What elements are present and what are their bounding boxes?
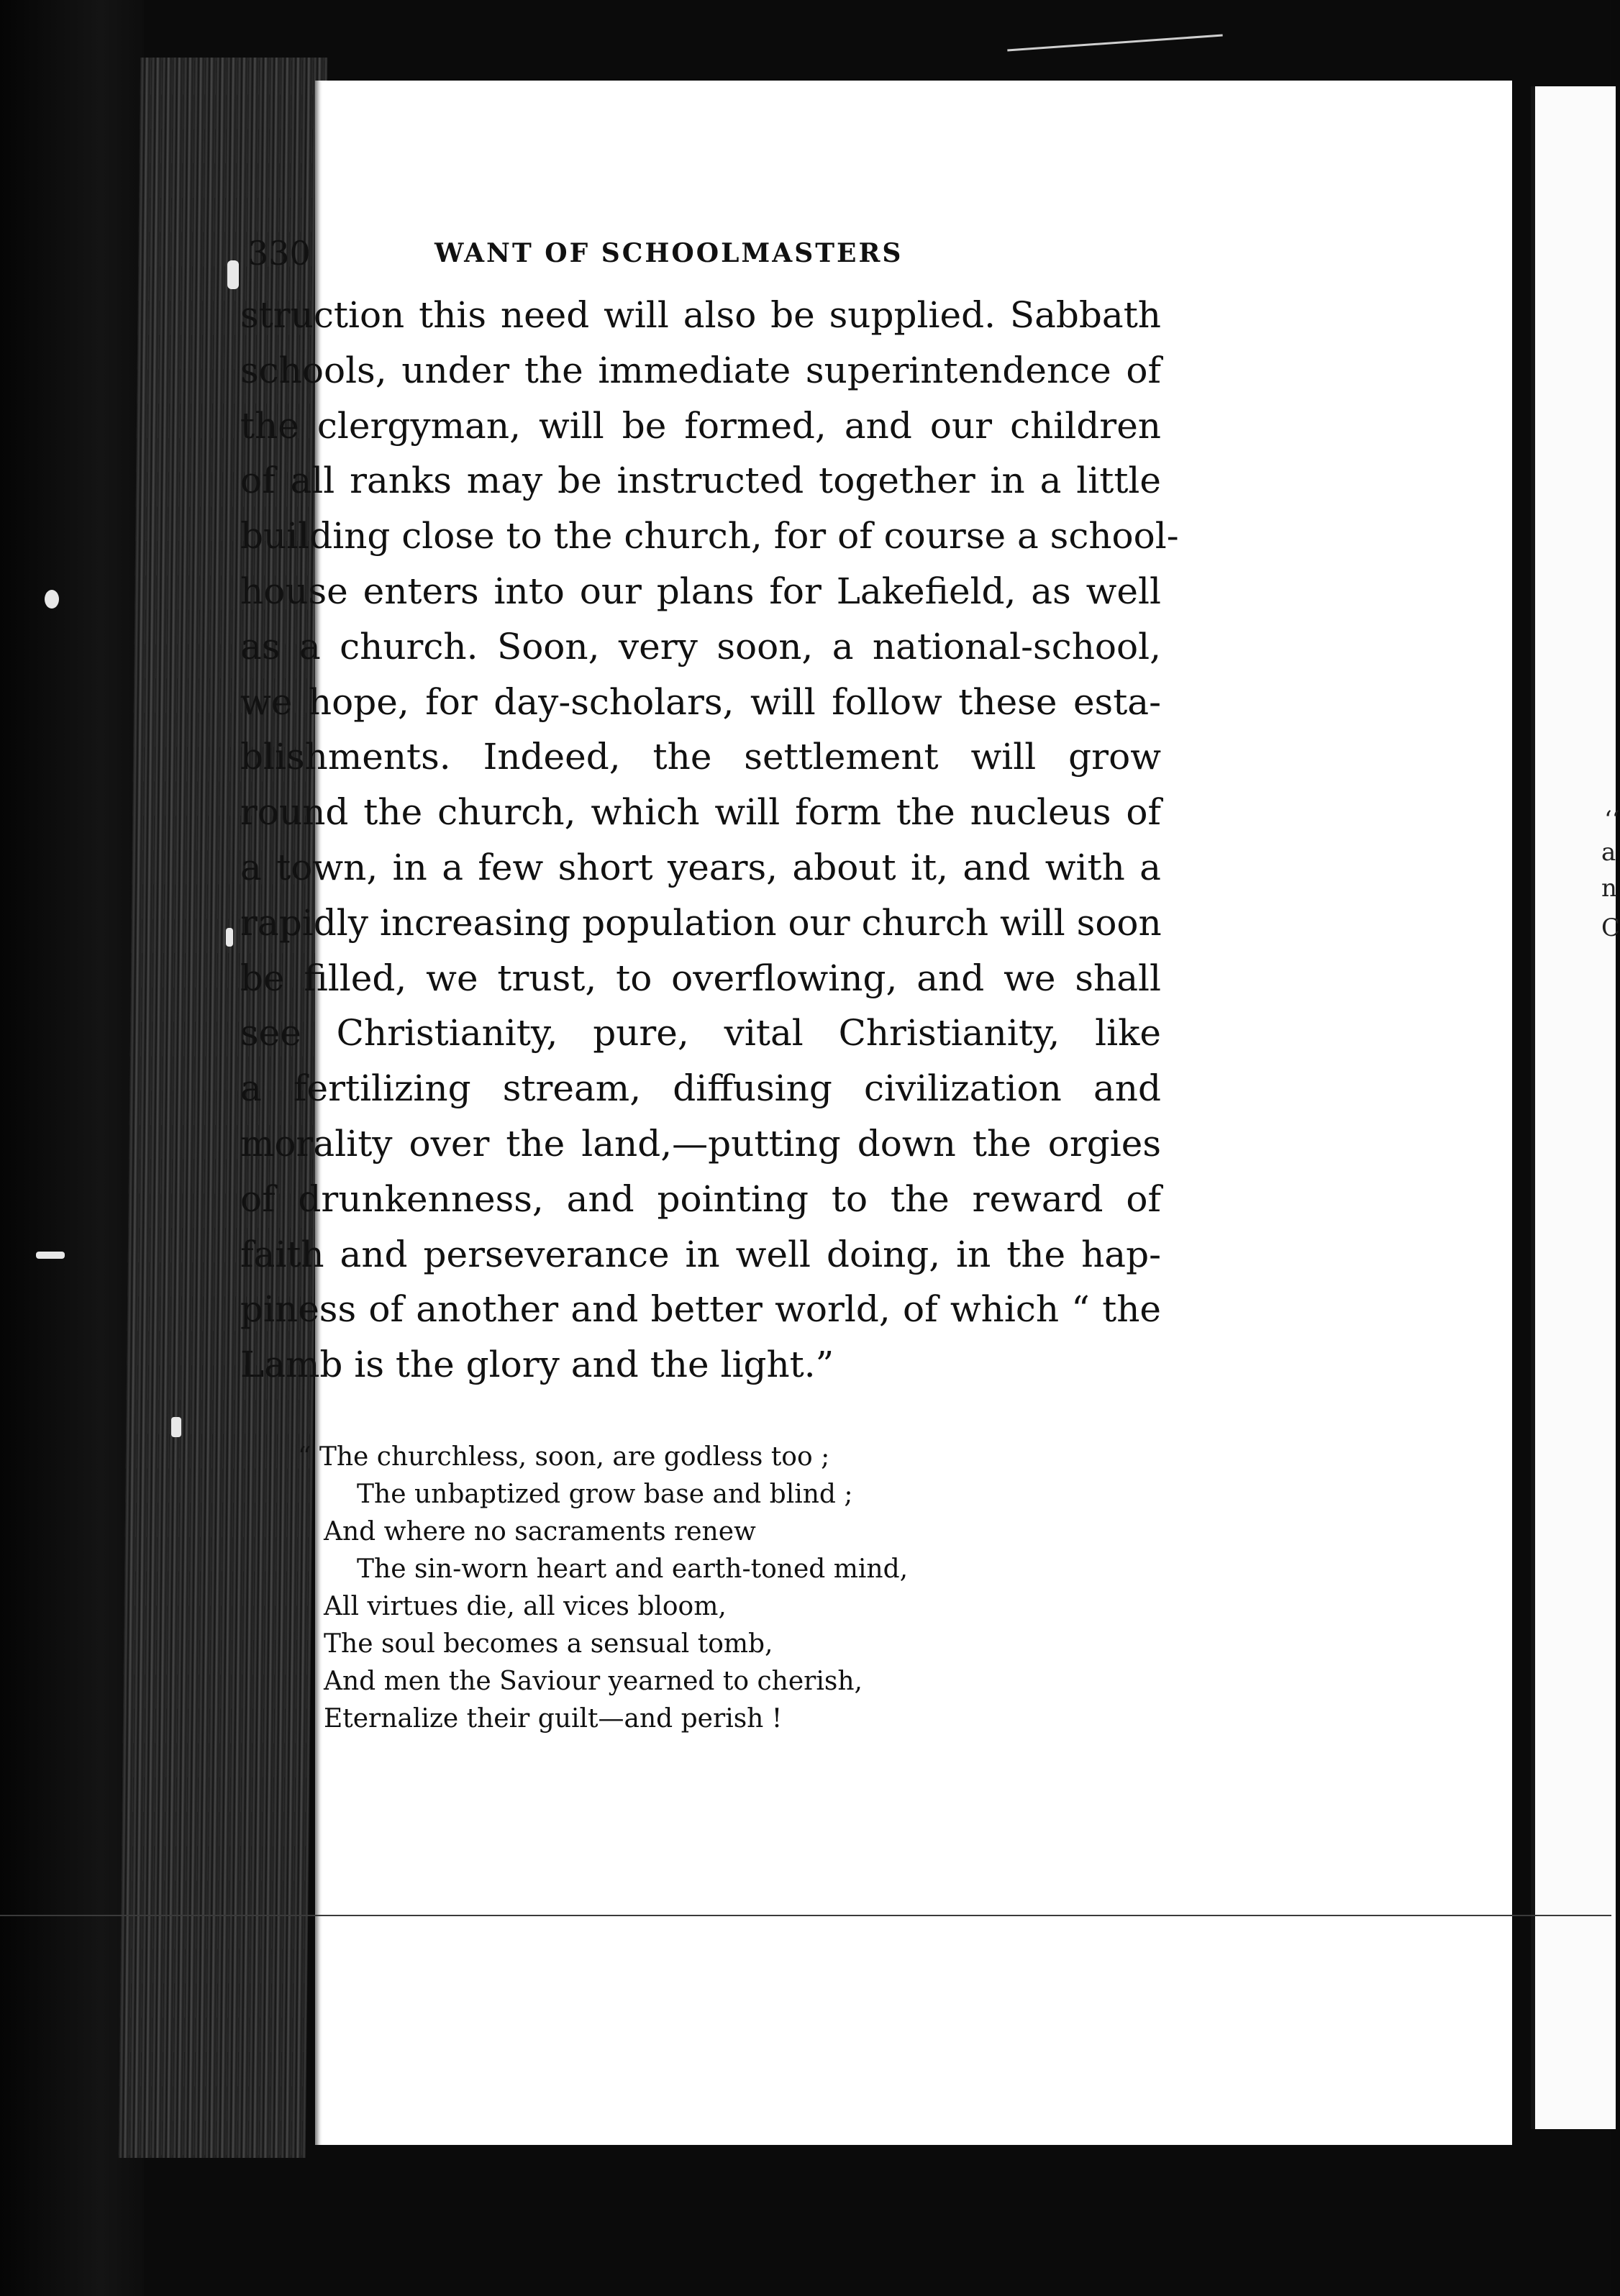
poem-quotation: [298, 1439, 971, 1738]
body-paragraph: [240, 288, 1179, 1393]
scan-scratch: [1007, 35, 1222, 52]
page-header: [247, 234, 1211, 277]
text-line: schools, under the immediate superintendence of: [240, 349, 1161, 391]
text-line: round the church, which will form the nucleus of: [240, 791, 1161, 834]
scan-speck: [226, 928, 233, 947]
poem-verse: And men the Saviour yearned to cherish,: [324, 1667, 863, 1696]
facing-page-fragment: C: [1601, 914, 1620, 942]
poem-verse: The sin-worn heart and earth-toned mind,: [357, 1554, 909, 1584]
poem-verse: Eternalize their guilt—and perish !: [324, 1704, 783, 1734]
text-line: a fertilizing stream, diffusing civilization and: [240, 1067, 1161, 1110]
text-line: blishments. Indeed, the settlement will grow: [240, 736, 1161, 778]
scan-line-artifact: [0, 1915, 1611, 1916]
text-line: we hope, for day-scholars, will follow these esta-: [240, 680, 1161, 723]
poem-verse: The soul becomes a sensual tomb,: [324, 1629, 773, 1659]
text-line: building close to the church, for of course a school-: [240, 515, 1179, 557]
text-line: house enters into our plans for Lakefield, as well: [240, 570, 1161, 612]
text-line: the clergyman, will be formed, and our children: [240, 404, 1161, 447]
poem-verse: “ The churchless, soon, are godless too ;: [298, 1442, 830, 1472]
poem-verse: And where no sacraments renew: [324, 1517, 756, 1546]
page-number: 330: [247, 234, 311, 273]
scan-speck: [171, 1417, 181, 1437]
text-line: faith and perseverance in well doing, in the hap-: [240, 1233, 1161, 1275]
text-line: Lamb is the glory and the light.”: [240, 1344, 834, 1386]
text-line: see Christianity, pure, vital Christianity, like: [240, 1012, 1161, 1054]
facing-page-fragment: ‘‘: [1604, 806, 1620, 834]
poem-verse: The unbaptized grow base and blind ;: [357, 1480, 853, 1509]
text-line: rapidly increasing population our church will soon: [240, 901, 1162, 944]
scan-speck: [227, 260, 239, 289]
facing-page-fragment: n: [1601, 874, 1617, 903]
text-line: piness of another and better world, of which “ the: [240, 1288, 1161, 1331]
poem-verse: All virtues die, all vices bloom,: [324, 1592, 727, 1621]
scan-speck: [36, 1252, 65, 1259]
text-line: morality over the land,—putting down the orgies: [240, 1122, 1161, 1165]
text-line: struction this need will also be supplied. Sabbath: [240, 294, 1161, 336]
scan-speck: [45, 590, 59, 609]
facing-page-fragment: a: [1601, 838, 1616, 867]
text-line: a town, in a few short years, about it, and with a: [240, 846, 1161, 888]
text-line: as a church. Soon, very soon, a national-school,: [240, 625, 1161, 668]
running-title: WANT OF SCHOOLMASTERS: [434, 238, 904, 268]
facing-page-strip: [1531, 86, 1620, 2129]
text-line: of all ranks may be instructed together in a little: [240, 460, 1161, 502]
text-line: be filled, we trust, to overflowing, and we shall: [240, 957, 1161, 999]
text-line: of drunkenness, and pointing to the reward of: [240, 1177, 1161, 1220]
